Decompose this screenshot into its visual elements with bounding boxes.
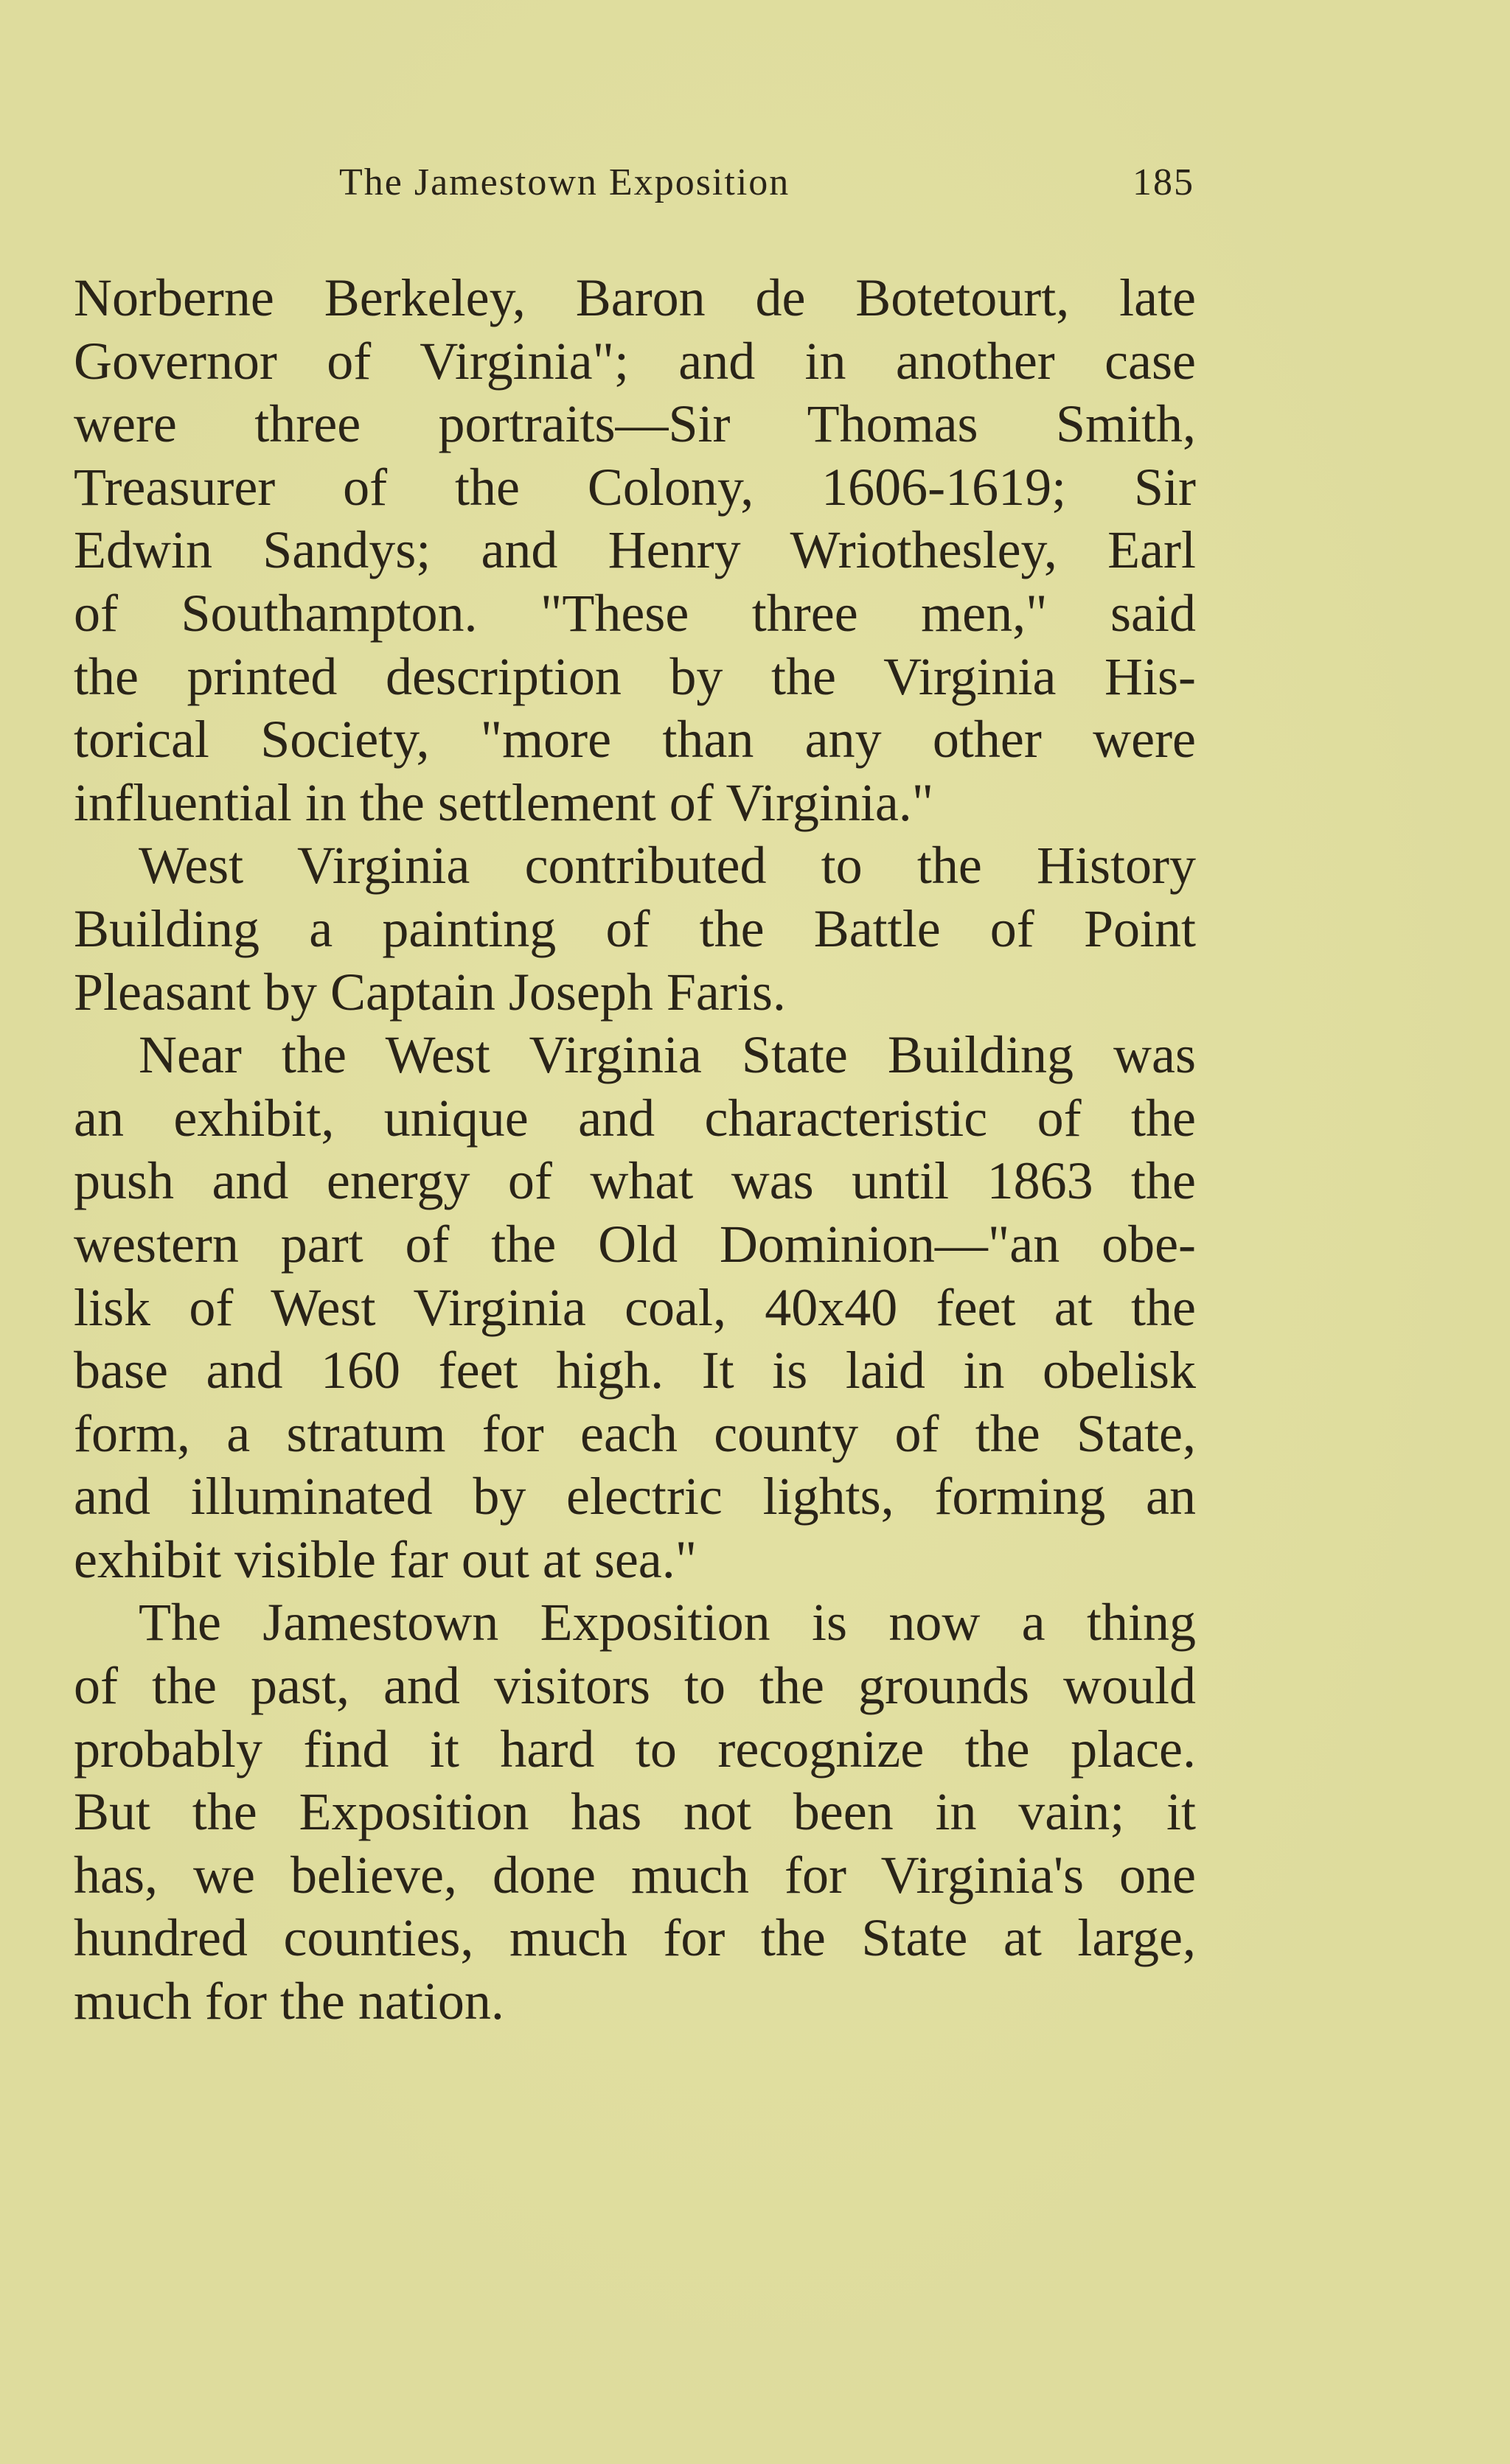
text-line: form, a stratum for each county of the State, <box>74 1403 1196 1463</box>
text-line: hundred counties, much for the State at large, <box>74 1908 1196 1968</box>
text-line: base and 160 feet high. It is laid in obelisk <box>74 1341 1196 1400</box>
text-line: influential in the settlement of Virginia." <box>74 772 934 832</box>
running-title: The Jamestown Exposition <box>339 161 790 203</box>
text-line: and illuminated by electric lights, forming an <box>74 1467 1196 1526</box>
text-line: torical Society, "more than any other were <box>74 710 1196 769</box>
page-number: 185 <box>1132 161 1194 203</box>
body-text <box>74 267 1196 2034</box>
text-line: The Jamestown Exposition is now a thing <box>139 1593 1196 1652</box>
text-line: of Southampton. "These three men," said <box>74 583 1196 643</box>
running-head <box>74 161 1194 212</box>
text-line: probably find it hard to recognize the place. <box>74 1719 1196 1779</box>
text-line: lisk of West Virginia coal, 40x40 feet at the <box>74 1277 1196 1337</box>
text-line: Edwin Sandys; and Henry Wriothesley, Earl <box>74 520 1196 580</box>
text-line: push and energy of what was until 1863 the <box>74 1151 1196 1211</box>
text-line: Treasurer of the Colony, 1606-1619; Sir <box>74 457 1196 517</box>
text-line: much for the nation. <box>74 1972 504 2031</box>
text-line: an exhibit, unique and characteristic of the <box>74 1088 1196 1148</box>
text-line: the printed description by the Virginia His- <box>74 646 1196 706</box>
text-line: has, we believe, done much for Virginia's one <box>74 1845 1196 1905</box>
text-line: Norberne Berkeley, Baron de Botetourt, late <box>74 268 1196 327</box>
text-line: Pleasant by Captain Joseph Faris. <box>74 962 786 1022</box>
text-line: Governor of Virginia"; and in another case <box>74 331 1196 391</box>
text-line: West Virginia contributed to the History <box>139 836 1196 896</box>
text-line: western part of the Old Dominion—"an obe- <box>74 1214 1196 1274</box>
text-line: exhibit visible far out at sea." <box>74 1529 697 1589</box>
text-line: But the Exposition has not been in vain; it <box>74 1782 1196 1842</box>
text-line: Building a painting of the Battle of Point <box>74 898 1196 958</box>
text-line: Near the West Virginia State Building was <box>139 1025 1196 1085</box>
text-line: were three portraits—Sir Thomas Smith, <box>74 394 1196 454</box>
text-line: of the past, and visitors to the grounds would <box>74 1656 1196 1716</box>
